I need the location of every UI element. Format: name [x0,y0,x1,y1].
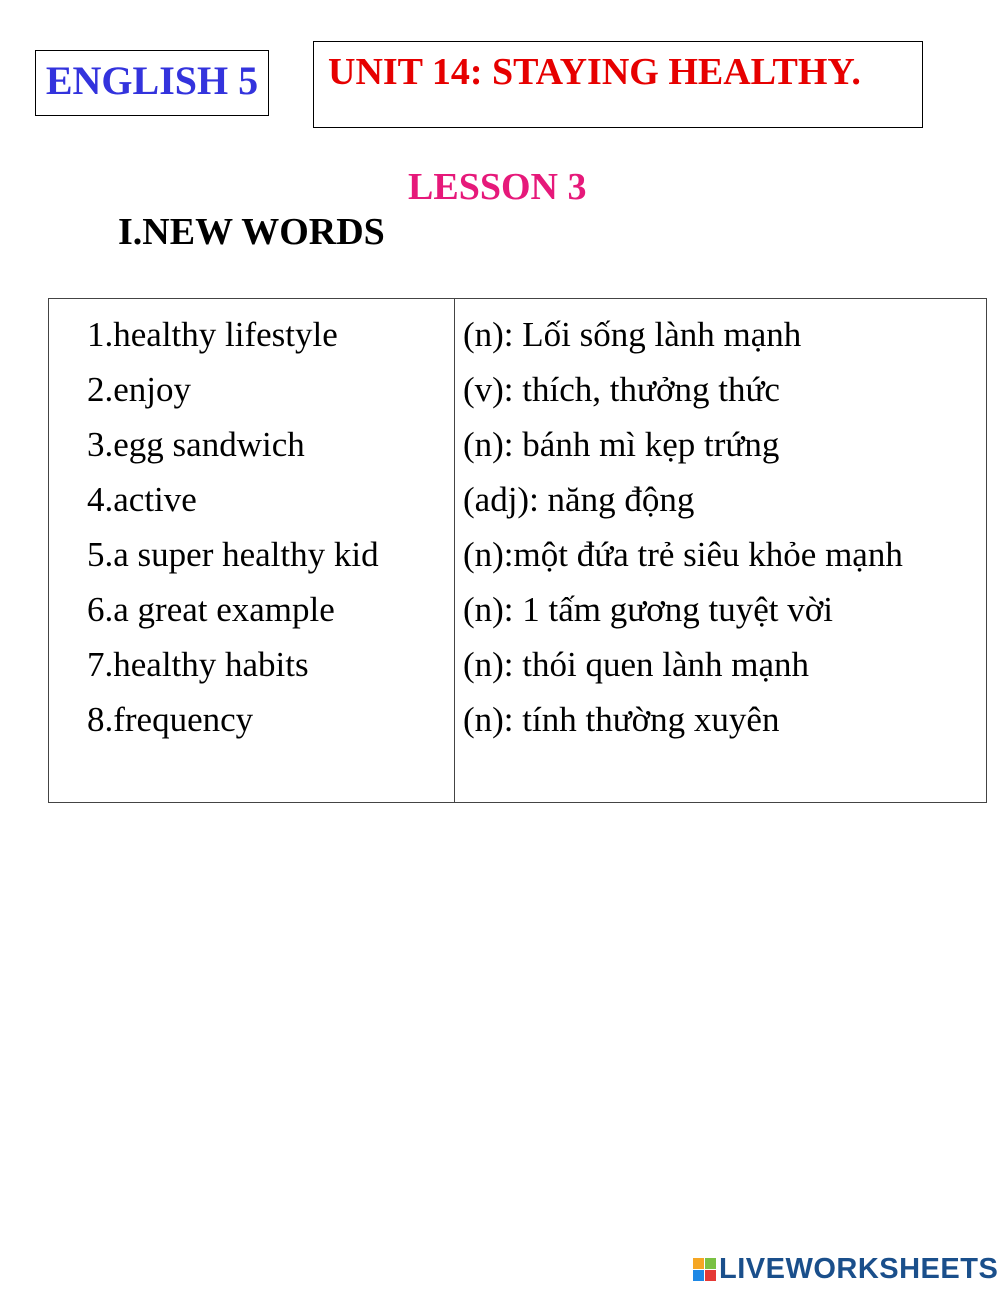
vocab-term: 7.healthy habits [87,645,309,684]
vocab-meaning: (adj): năng động [463,480,695,519]
logo-square [693,1270,704,1281]
vocabulary-table [48,298,987,803]
vocab-term: 5.a super healthy kid [87,535,379,574]
logo-square [693,1258,704,1269]
unit-title: UNIT 14: STAYING HEALTHY. [328,51,861,93]
logo-square [705,1258,716,1269]
vocab-meaning: (n): bánh mì kẹp trứng [463,425,780,464]
vocab-row [49,527,986,582]
logo-text: LIVEWORKSHEETS [719,1252,999,1285]
vocab-term: 8.frequency [87,700,254,739]
vocab-term: 6.a great example [87,590,335,629]
vocab-meaning: (n):một đứa trẻ siêu khỏe mạnh [463,535,903,574]
subject-title: ENGLISH 5 [45,58,259,103]
logo-square [705,1270,716,1281]
vocab-meaning: (v): thích, thưởng thức [463,370,780,409]
vocab-meaning: (n): tính thường xuyên [463,700,780,739]
vocab-row [49,362,986,417]
vocab-meaning: (n): 1 tấm gương tuyệt vời [463,590,833,629]
section-heading: I.NEW WORDS [118,211,385,253]
vocab-term: 4.active [87,480,197,519]
vocab-term: 3.egg sandwich [87,425,305,464]
unit-box [313,41,923,128]
vocab-meaning: (n): thói quen lành mạnh [463,645,810,684]
vocab-row [49,637,986,692]
vocab-term: 1.healthy lifestyle [87,315,338,354]
vocab-row [49,307,986,362]
vocab-row [49,582,986,637]
logo-icon [693,1258,716,1281]
vocab-row [49,417,986,472]
vocab-term: 2.enjoy [87,370,192,409]
liveworksheets-logo[interactable] [693,1252,998,1286]
subject-box [35,50,269,116]
vocab-meaning: (n): Lối sống lành mạnh [463,315,802,354]
vocab-row [49,692,986,747]
lesson-title: LESSON 3 [408,166,587,208]
vocab-row [49,472,986,527]
